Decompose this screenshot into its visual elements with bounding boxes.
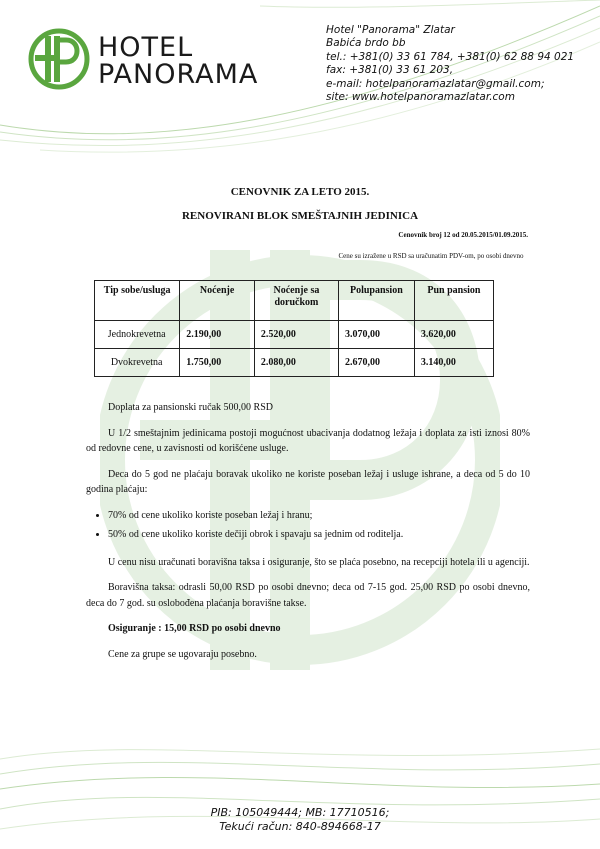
column-header-overnight: Noćenje (180, 281, 255, 321)
document-subtitle: RENOVIRANI BLOK SMEŠTAJNIH JEDINICA (181, 210, 419, 222)
price-cell: 2.190,00 (180, 321, 255, 349)
insurance-paragraph: Osiguranje : 15,00 RSD po osobi dnevno (108, 623, 281, 634)
extra-bed-paragraph: U 1/2 smeštajnim jedinicama postoji mogućnost ubacivanja dodatnog ležaja i doplata za isti iznosi 80% od redovne cene, u zavisnosti od korišćene usluge. (86, 427, 530, 454)
contact-phone: tel.: +381(0) 33 61 784, +381(0) 62 88 94 021 (326, 50, 575, 63)
hotel-panorama-logo (28, 28, 90, 90)
children-price-list (86, 508, 530, 543)
column-header-room-type: Tip sobe/usluga (95, 281, 180, 321)
price-cell: 2.520,00 (254, 321, 338, 349)
price-note: Cene su izražene u RSD sa uračunatim PDV-om, po osobi dnevno (338, 252, 524, 260)
footer-bank-account: Tekući račun: 840-894668-17 (219, 820, 381, 833)
lunch-supplement-paragraph: Doplata za pansionski ručak 500,00 RSD (108, 402, 273, 413)
document-title: CENOVNIK ZA LETO 2015. (230, 186, 370, 198)
table-header-row (95, 281, 494, 321)
price-cell: 3.140,00 (414, 349, 493, 377)
price-cell: 1.750,00 (180, 349, 255, 377)
price-cell: 3.620,00 (414, 321, 493, 349)
contact-site: site: www.hotelpanoramazlatar.com (326, 91, 515, 104)
contact-name: Hotel "Panorama" Zlatar (326, 24, 455, 36)
hotel-brand-name (98, 34, 258, 88)
tax-insurance-paragraph: U cenu nisu uračunati boravišna taksa i osiguranje, što se plaća posebno, na recepciji hotela ili u agenciji. (108, 556, 530, 568)
contact-fax: fax: +381(0) 33 61 203, (326, 64, 454, 77)
column-header-full-board: Pun pansion (414, 281, 493, 321)
contact-email: e-mail: hotelpanoramazlatar@gmail.com; (326, 77, 545, 90)
room-type-cell: Dvokrevetna (95, 349, 180, 377)
list-item: • 50% od cene ukoliko koriste dečiji obrok i spavaju sa jednim od roditelja. (108, 527, 530, 543)
price-cell: 3.070,00 (338, 321, 414, 349)
table-row (95, 321, 494, 349)
price-list-reference: Cenovnik broj 12 od 20.05.2015/01.09.2015. (398, 231, 528, 239)
price-cell: 2.670,00 (338, 349, 414, 377)
column-header-half-board: Polupansion (338, 281, 414, 321)
document-body (86, 400, 530, 672)
price-table (94, 280, 494, 377)
table-row (95, 349, 494, 377)
tourist-tax-paragraph: Boravišna taksa: odrasli 50,00 RSD po osobi dnevno; deca od 7-15 god. 25,00 RSD po osobi dnevno, deca do 7 god. su oslobođena plaćanja boravišne takse. (86, 582, 530, 609)
column-header-bed-breakfast: Noćenje sa doručkom (254, 281, 338, 321)
hotel-contact-block (326, 24, 574, 104)
children-paragraph: Deca do 5 god ne plaćaju boravak ukoliko ne koriste poseban ležaj i usluge ishrane, a deca od 5 do 10 godina plaćaju: (86, 468, 530, 495)
group-prices-paragraph: Cene za grupe se ugovaraju posebno. (108, 648, 257, 660)
price-cell: 2.080,00 (254, 349, 338, 377)
list-item: • 70% od cene ukoliko koriste poseban ležaj i hranu; (108, 508, 530, 524)
brand-line-panorama: PANORAMA (98, 59, 259, 90)
contact-address: Babića brdo bb (326, 37, 406, 50)
footer-tax-ids: PIB: 105049444; MB: 17710516; (210, 806, 390, 819)
room-type-cell: Jednokrevetna (95, 321, 180, 349)
brand-line-hotel: HOTEL (98, 32, 194, 63)
